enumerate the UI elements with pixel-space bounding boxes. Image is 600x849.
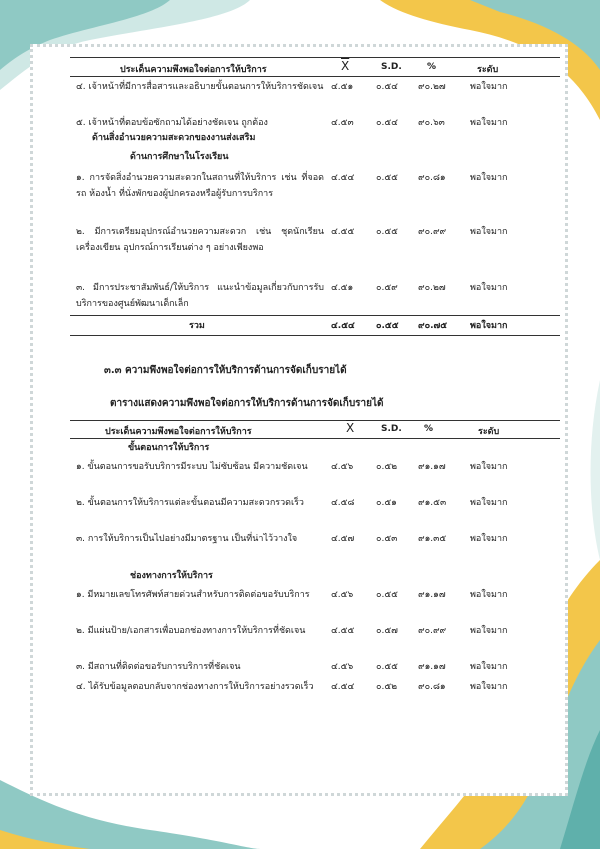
row-level: พอใจมาก bbox=[470, 626, 508, 636]
row-label: ๑. ขั้นตอนการขอรับบริการมีระบบ ไม่ซับซ้อน มีความชัดเจน bbox=[76, 462, 308, 472]
row-mean: ๔.๕๔ bbox=[331, 682, 355, 692]
row-mean: ๔.๕๖ bbox=[331, 662, 354, 672]
row-label: ๓. มีสถานที่ติดต่อขอรับการบริการที่ชัดเจน bbox=[76, 662, 241, 672]
table1-header-sd: S.D. bbox=[381, 62, 402, 72]
row-pct: ๙๑.๑๗ bbox=[418, 590, 446, 600]
table2-header-topic: ประเด็นความพึงพอใจต่อการให้บริการ bbox=[105, 427, 252, 437]
table2-header-pct: % bbox=[424, 424, 434, 434]
row-sd: ๐.๕๙ bbox=[376, 283, 398, 293]
row-mean: ๔.๕๖ bbox=[331, 590, 354, 600]
row-pct: ๙๑.๓๕ bbox=[418, 534, 447, 544]
row-pct: ๙๐.๘๑ bbox=[418, 173, 446, 183]
row-sd: ๐.๕๔ bbox=[376, 118, 398, 128]
row-level: พอใจมาก bbox=[470, 283, 508, 293]
row-level: พอใจมาก bbox=[470, 534, 508, 544]
row-label: ๒. มีแผ่นป้าย/เอกสารเพื่อบอกช่องทางการให้บริการที่ชัดเจน bbox=[76, 626, 306, 636]
row-mean: ๔.๕๑ bbox=[331, 82, 354, 92]
table1-top-rule bbox=[70, 57, 560, 58]
table1-total-rule bbox=[70, 315, 560, 316]
total-level: พอใจมาก bbox=[470, 321, 508, 331]
row-label: ๒. มีการเตรียมอุปกรณ์อำนวยความสะดวก เช่น ชุดนักเรียน เครื่องเขียน อุปกรณ์การเรียนต่าง ๆ อย่างเพียงพอ bbox=[76, 227, 324, 253]
row-sd: ๐.๕๑ bbox=[376, 498, 397, 508]
row-mean: ๔.๕๗ bbox=[331, 534, 355, 544]
row-label: ๒. ขั้นตอนการให้บริการแต่ละขั้นตอนมีความสะดวกรวดเร็ว bbox=[76, 498, 304, 508]
row-pct: ๙๐.๖๓ bbox=[418, 118, 445, 128]
section-heading: ๓.๓ ความพึงพอใจต่อการให้บริการด้านการจัดเก็บรายได้ bbox=[104, 365, 347, 376]
row-label: ๕. เจ้าหน้าที่ตอบข้อซักถามได้อย่างชัดเจน ถูกต้อง bbox=[76, 118, 268, 128]
table2-header-level: ระดับ bbox=[478, 427, 500, 437]
row-sd: ๐.๕๔ bbox=[376, 82, 398, 92]
row-level: พอใจมาก bbox=[470, 682, 508, 692]
row-mean: ๔.๕๕ bbox=[331, 626, 355, 636]
row-label: ๑. มีหมายเลขโทรศัพท์สายด่วนสำหรับการติดต่อขอรับบริการ bbox=[76, 590, 310, 600]
total-label: รวม bbox=[189, 321, 205, 331]
group-title: ขั้นตอนการให้บริการ bbox=[128, 443, 210, 453]
table1-header-pct: % bbox=[427, 62, 437, 72]
row-mean: ๔.๕๓ bbox=[331, 118, 354, 128]
row-sd: ๐.๕๒ bbox=[376, 462, 398, 472]
table1-bottom-rule bbox=[70, 335, 560, 336]
row-mean: ๔.๕๖ bbox=[331, 462, 354, 472]
row-pct: ๙๐.๒๗ bbox=[418, 82, 446, 92]
row-sd: ๐.๕๒ bbox=[376, 682, 398, 692]
total-sd: ๐.๕๕ bbox=[376, 321, 399, 331]
section-title: ด้านสิ่งอำนวยความสะดวกของงานส่งเสริม bbox=[92, 133, 256, 143]
row-sd: ๐.๕๗ bbox=[376, 626, 398, 636]
row-label: ๔. เจ้าหน้าที่มีการสื่อสารและอธิบายขั้นตอนการให้บริการชัดเจน bbox=[76, 82, 324, 92]
group-title: ช่องทางการให้บริการ bbox=[130, 571, 213, 581]
row-pct: ๙๐.๘๑ bbox=[418, 682, 446, 692]
row-level: พอใจมาก bbox=[470, 590, 508, 600]
table1-header-rule bbox=[70, 76, 560, 77]
row-pct: ๙๑.๕๓ bbox=[418, 498, 447, 508]
row-level: พอใจมาก bbox=[470, 462, 508, 472]
row-sd: ๐.๕๕ bbox=[376, 662, 398, 672]
row-sd: ๐.๕๕ bbox=[376, 227, 398, 237]
table1-header-topic: ประเด็นความพึงพอใจต่อการให้บริการ bbox=[120, 65, 267, 75]
row-level: พอใจมาก bbox=[470, 82, 508, 92]
total-pct: ๙๐.๗๕ bbox=[418, 321, 448, 331]
row-label: ๔. ได้รับข้อมูลตอบกลับจากช่องทางการให้บริการอย่างรวดเร็ว bbox=[76, 682, 314, 692]
row-pct: ๙๑.๑๗ bbox=[418, 462, 446, 472]
row-level: พอใจมาก bbox=[470, 173, 508, 183]
row-sd: ๐.๕๓ bbox=[376, 534, 398, 544]
total-mean: ๔.๕๔ bbox=[331, 321, 355, 331]
row-level: พอใจมาก bbox=[470, 498, 508, 508]
row-mean: ๔.๕๕ bbox=[331, 227, 355, 237]
row-pct: ๙๐.๙๙ bbox=[418, 626, 447, 636]
row-level: พอใจมาก bbox=[470, 662, 508, 672]
section-subtitle: ด้านการศึกษาในโรงเรียน bbox=[130, 152, 229, 162]
row-label: ๓. การให้บริการเป็นไปอย่างมีมาตรฐาน เป็นที่น่าไว้วางใจ bbox=[76, 534, 298, 544]
row-level: พอใจมาก bbox=[470, 227, 508, 237]
table2-header-rule bbox=[70, 438, 560, 439]
row-label: ๓. มีการประชาสัมพันธ์/ให้บริการ แนะนำข้อมูลเกี่ยวกับการรับบริการของศูนย์พัฒนาเด็กเล็ก bbox=[76, 283, 324, 309]
table1-header-level: ระดับ bbox=[477, 65, 499, 75]
row-mean: ๔.๕๘ bbox=[331, 498, 355, 508]
table1-header-mean: $\overline{X}$ bbox=[341, 59, 350, 73]
row-sd: ๐.๕๕ bbox=[376, 173, 398, 183]
row-mean: ๔.๕๑ bbox=[331, 283, 354, 293]
row-pct: ๙๑.๑๗ bbox=[418, 662, 446, 672]
table2-header-mean: $\overline{X}$ bbox=[346, 421, 355, 435]
row-pct: ๙๐.๒๗ bbox=[418, 283, 446, 293]
table2-top-rule bbox=[70, 420, 560, 421]
table2-caption: ตารางแสดงความพึงพอใจต่อการให้บริการด้านการจัดเก็บรายได้ bbox=[110, 398, 384, 409]
table2-header-sd: S.D. bbox=[381, 424, 402, 434]
row-level: พอใจมาก bbox=[470, 118, 508, 128]
row-sd: ๐.๕๕ bbox=[376, 590, 398, 600]
row-mean: ๔.๕๔ bbox=[331, 173, 355, 183]
row-label: ๑. การจัดสิ่งอำนวยความสะดวกในสถานที่ให้บริการ เช่น ที่จอดรถ ห้องน้ำ ที่นั่งพักของผู้ปกครองหรือผู้รับการบริการ bbox=[76, 173, 324, 199]
row-pct: ๙๐.๙๙ bbox=[418, 227, 447, 237]
